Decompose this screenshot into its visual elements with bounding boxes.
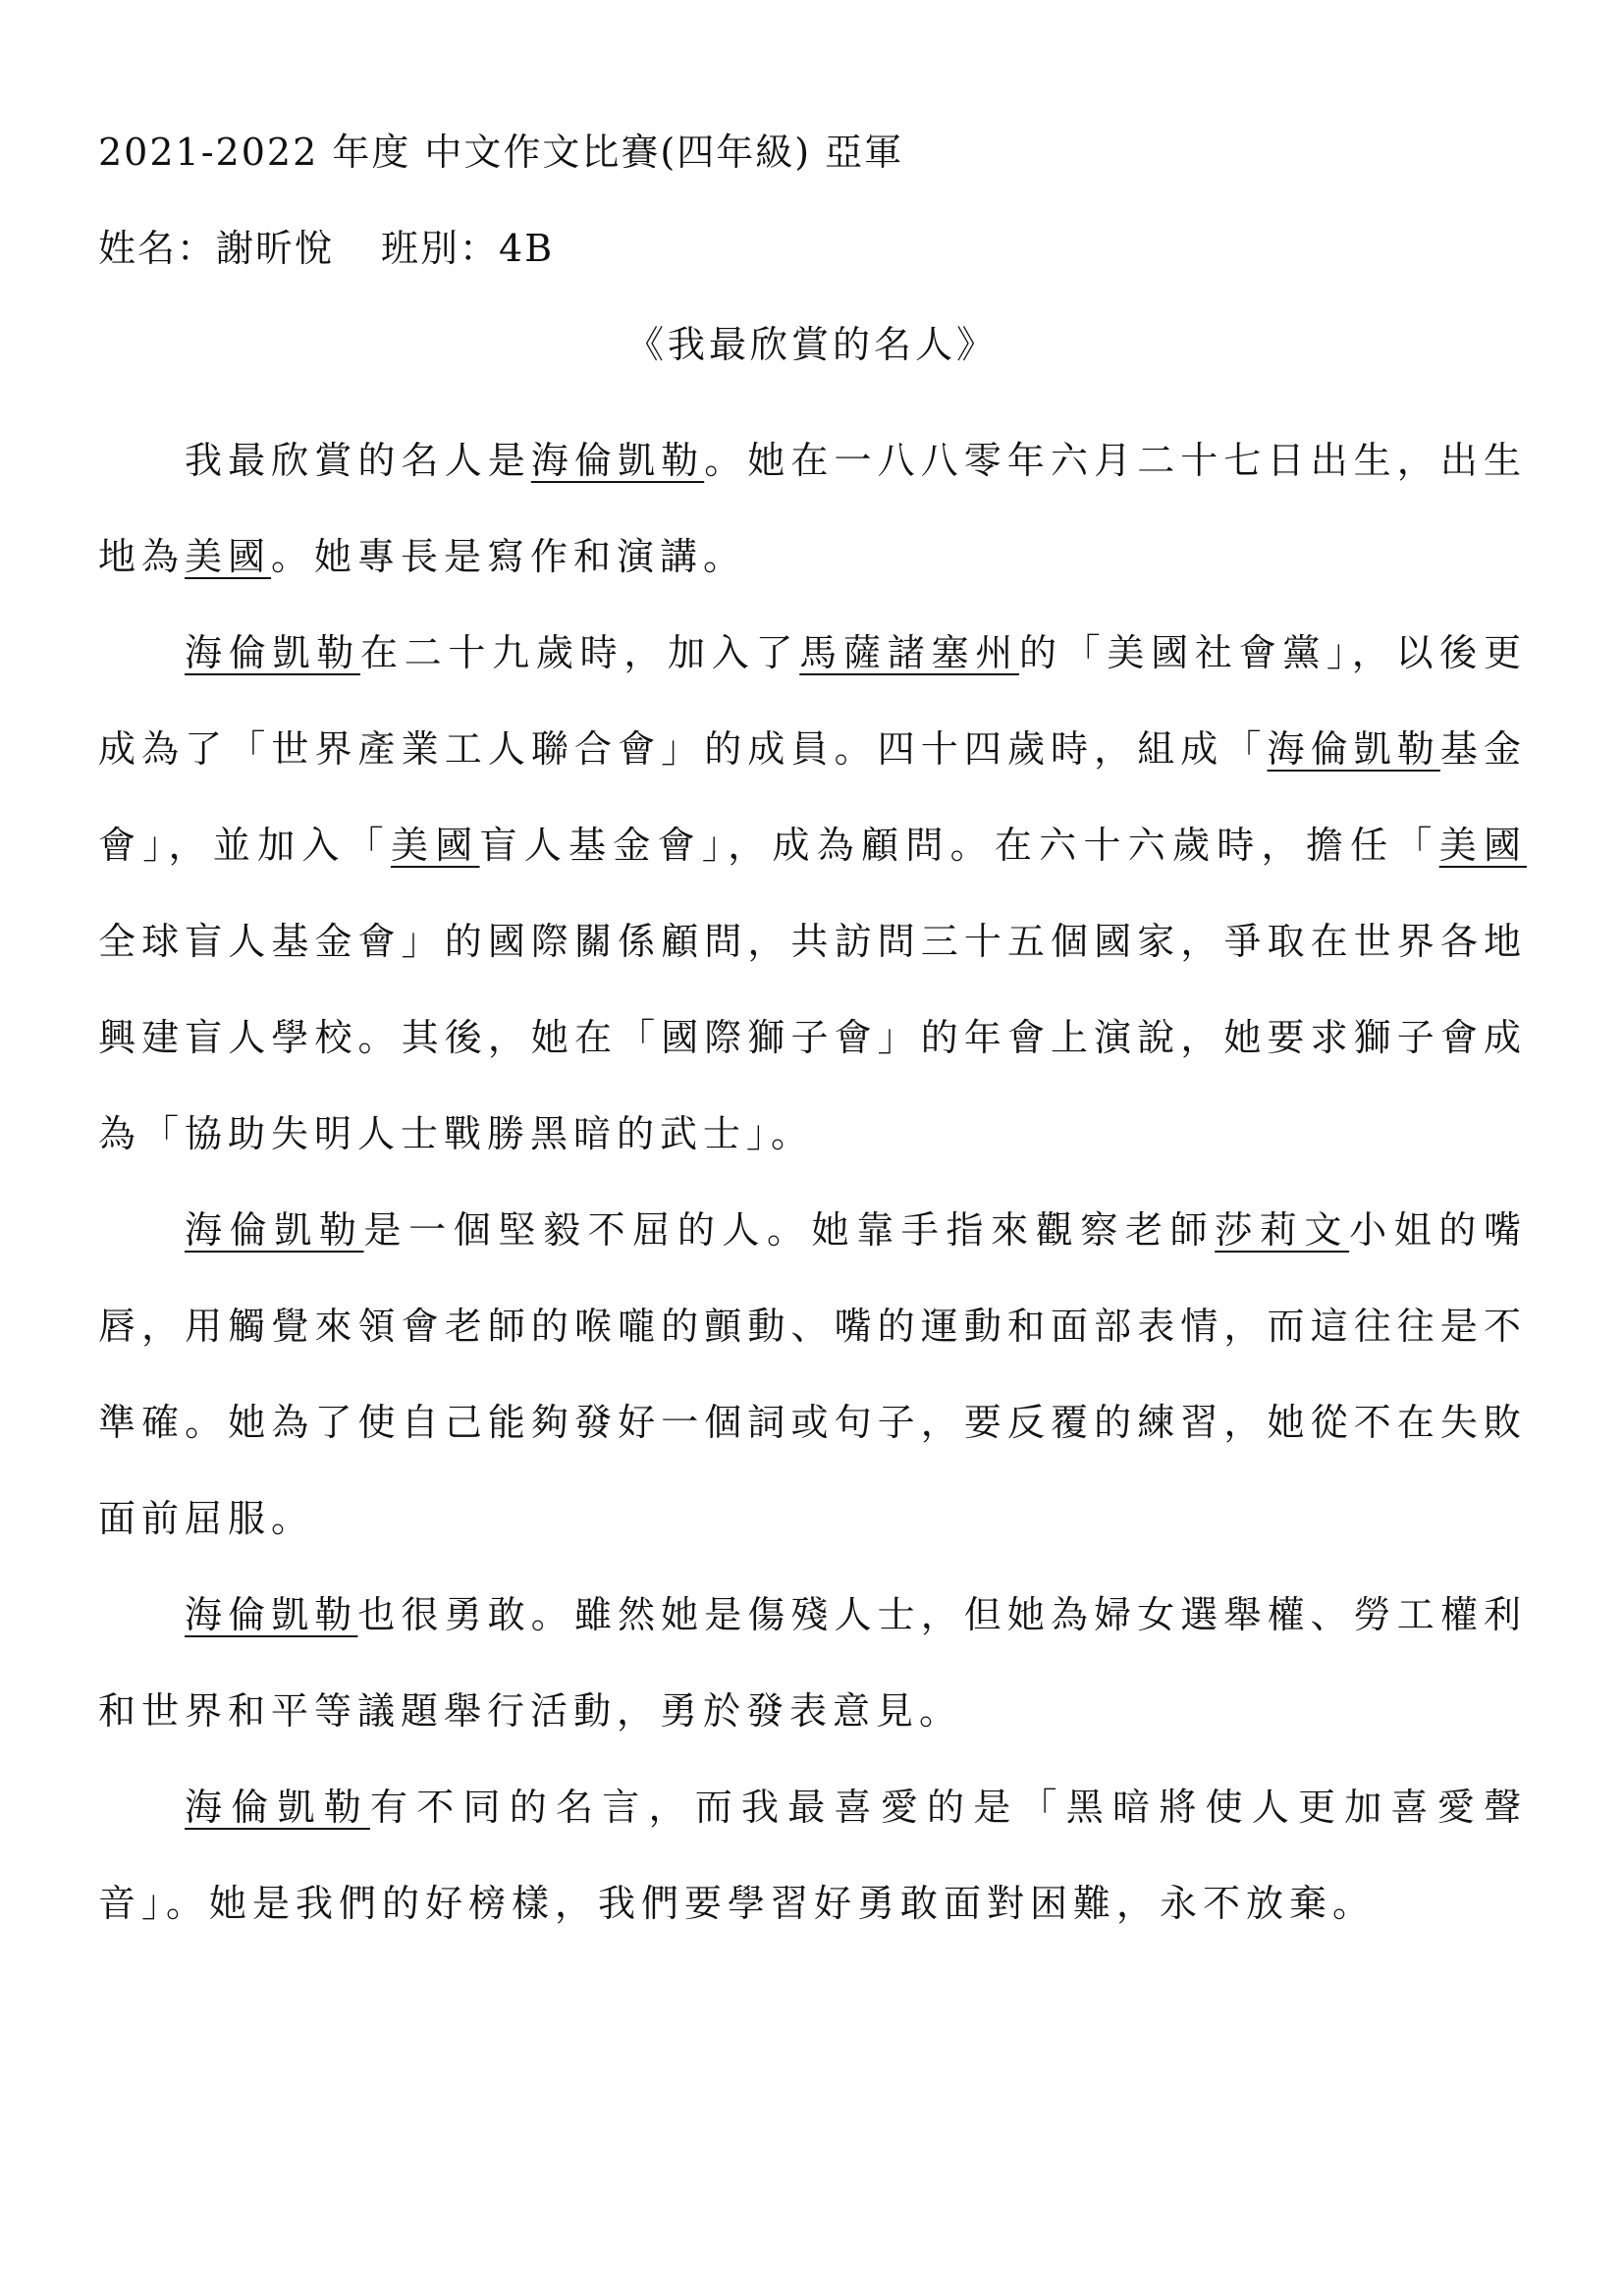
proper-noun: 美國 xyxy=(185,535,272,578)
paragraph xyxy=(98,1759,1527,1951)
paragraph xyxy=(98,605,1527,1182)
text-segment: 也很勇敢。雖然她是傷殘人士，但她為婦女選舉權、勞工權利和世界和平等議題舉行活動，勇於發表意見。 xyxy=(98,1593,1527,1733)
proper-noun: 海倫凱勒 xyxy=(185,1208,364,1252)
paragraph xyxy=(98,412,1527,605)
text-segment: 我最欣賞的名人是 xyxy=(185,439,531,482)
essay-body xyxy=(98,412,1527,1951)
proper-noun: 海倫凱勒 xyxy=(530,439,705,482)
proper-noun: 海倫凱勒 xyxy=(185,631,360,674)
text-segment: 。她專長是寫作和演講。 xyxy=(271,535,747,578)
proper-noun: 美國 xyxy=(1438,824,1527,867)
text-segment: 。她在一八八零年六月二十七日出生，出生地為 xyxy=(98,439,1527,578)
proper-noun: 馬薩諸塞州 xyxy=(799,631,1019,674)
student-name: 謝昕悅 xyxy=(216,227,335,270)
paragraph xyxy=(98,1567,1527,1759)
essay-title: 《我最欣賞的名人》 xyxy=(625,323,998,366)
proper-noun: 莎莉文 xyxy=(1215,1208,1350,1252)
text-segment: 基金會」，並加入「 xyxy=(98,727,1527,867)
name-label: 姓名： xyxy=(98,227,217,270)
proper-noun: 美國 xyxy=(390,824,480,867)
paragraph xyxy=(98,1182,1527,1567)
proper-noun: 海倫凱勒 xyxy=(185,1593,358,1636)
text-segment: 的「美國社會黨」，以後更成為了「世界產業工人聯合會」的成員。四十四歲時，組成「 xyxy=(98,631,1527,771)
proper-noun: 海倫凱勒 xyxy=(1267,727,1440,771)
text-segment: 有不同的名言，而我最喜愛的是「黑暗將使人更加喜愛聲音」。她是我們的好榜樣，我們要學習好勇敢面對困難，永不放棄。 xyxy=(98,1786,1527,1925)
text-segment: 小姐的嘴唇，用觸覺來領會老師的喉嚨的顫動、嘴的運動和面部表情，而這往往是不準確。她為了使自己能夠發好一個詞或句子，要反覆的練習，她從不在失敗面前屈服。 xyxy=(98,1208,1527,1540)
student-class: 4B xyxy=(499,227,555,270)
proper-noun: 海倫凱勒 xyxy=(185,1786,370,1829)
class-label: 班別： xyxy=(381,227,500,270)
student-info xyxy=(98,224,554,273)
competition-heading: 2021-2022 年度 中文作文比賽(四年級) 亞軍 xyxy=(98,131,904,174)
text-segment: 在二十九歲時，加入了 xyxy=(359,631,800,674)
text-segment: 是一個堅毅不屈的人。她靠手指來觀察老師 xyxy=(363,1208,1216,1252)
text-segment: 盲人基金會」，成為顧問。在六十六歲時，擔任「 xyxy=(479,824,1439,867)
text-segment: 全球盲人基金會」的國際關係顧問，共訪問三十五個國家，爭取在世界各地興建盲人學校。其後，她在「國際獅子會」的年會上演說，她要求獅子會成為「協助失明人士戰勝黑暗的武士」。 xyxy=(98,920,1527,1155)
